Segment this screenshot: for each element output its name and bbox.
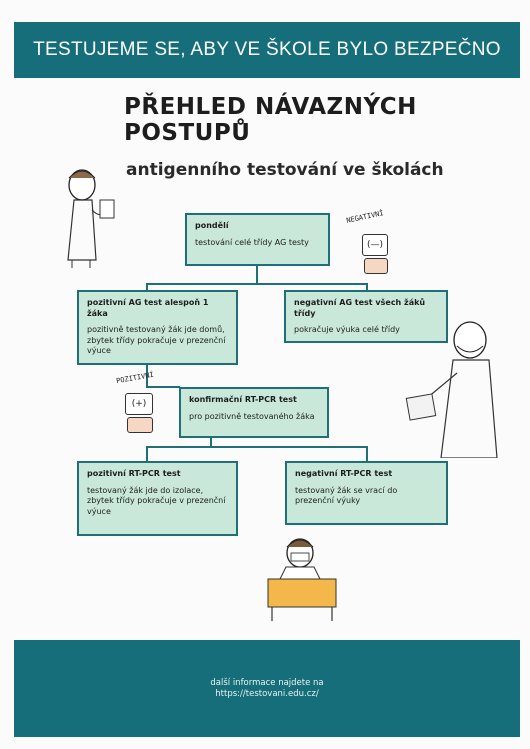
flow-box-text: pokračuje výuka celé třídy	[294, 325, 400, 334]
flow-box-positive-ag	[77, 290, 238, 365]
student-at-desk-doodle-icon	[258, 533, 348, 623]
page-title: PŘEHLED NÁVAZNÝCH POSTUPŮ	[124, 94, 417, 146]
negative-tag: NEGATIVNÍ	[345, 209, 385, 225]
flow-box-text: pozitivně testovaný žák jde domů, zbytek třídy pokračuje v prezenční výuce	[87, 325, 226, 355]
flow-box-heading: negativní AG test všech žáků třídy	[294, 298, 426, 318]
footer-link[interactable]: https://testovani.edu.cz/	[215, 689, 319, 699]
positive-symbol: (+)	[131, 399, 147, 409]
positive-test-icon	[125, 393, 153, 415]
flow-box-confirm	[179, 387, 329, 438]
positive-tag: POZITIVNÍ	[115, 370, 155, 386]
positive-cassette-icon	[127, 417, 153, 433]
header-title: TESTUJEME SE, ABY VE ŠKOLE BYLO BEZPEČNO	[33, 39, 501, 60]
flow-box-heading: pozitivní AG test alespoň 1 žáka	[87, 298, 209, 318]
connector-line	[146, 283, 368, 285]
flow-box-positive-pcr	[77, 461, 238, 536]
health-worker-doodle-icon	[405, 318, 505, 458]
student-doodle-icon	[44, 160, 124, 270]
flow-box-negative-pcr	[285, 461, 448, 525]
flow-box-text: testování celé třídy AG testy	[195, 237, 309, 247]
flow-box-text: pro pozitivně testovaného žáka	[189, 411, 315, 421]
connector-line	[366, 446, 368, 462]
connector-line	[146, 386, 180, 388]
header-banner	[14, 22, 520, 78]
connector-line	[146, 446, 368, 448]
flow-box-heading: pozitivní RT-PCR test	[87, 469, 181, 478]
negative-test-icon	[362, 234, 388, 256]
flow-box-heading: negativní RT-PCR test	[295, 469, 393, 478]
flow-box-text: testovaný žák se vrací do prezenční výuky	[295, 485, 398, 505]
flow-box-monday	[185, 213, 330, 266]
connector-line	[146, 446, 148, 462]
flow-box-heading: pondělí	[195, 221, 229, 230]
footer-info-text: další informace najdete na	[210, 678, 324, 688]
flow-box-text: testovaný žák jde do izolace, zbytek třídy pokračuje v prezenční výuce	[87, 485, 226, 516]
page-subtitle: antigenního testování ve školách	[126, 160, 444, 180]
flow-box-heading: konfirmační RT-PCR test	[189, 395, 297, 404]
negative-symbol: (—)	[366, 240, 384, 250]
footer-banner	[14, 640, 520, 737]
negative-cassette-icon	[364, 258, 388, 274]
connector-line	[256, 264, 258, 284]
